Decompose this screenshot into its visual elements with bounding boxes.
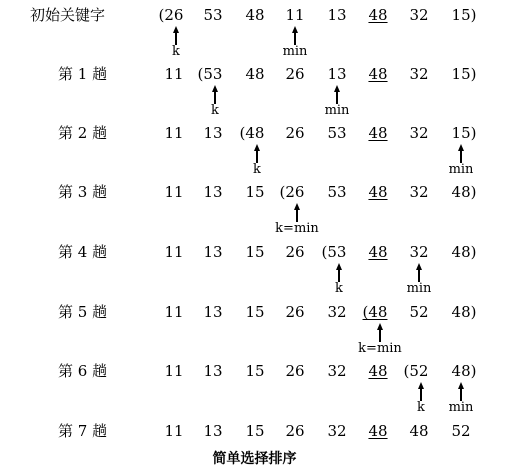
key-cell: 26 xyxy=(285,422,305,440)
key-cell: 11 xyxy=(164,422,184,440)
row-label: 第 7 趟 xyxy=(58,422,108,440)
pointer-label: min xyxy=(282,44,308,59)
key-cell: 26 xyxy=(285,303,305,321)
key-cell: 13 xyxy=(327,65,347,83)
key-cell: 48 xyxy=(368,6,388,24)
key-cell: 32 xyxy=(409,6,429,24)
key-cell: 15 xyxy=(245,422,265,440)
key-cell: 32 xyxy=(327,362,347,380)
pointer-label: min xyxy=(448,400,474,415)
key-cell: (53 xyxy=(197,65,223,83)
key-cell: 48 xyxy=(245,6,265,24)
pointer-label: k=min xyxy=(275,221,319,236)
pointer-label: min xyxy=(448,162,474,177)
key-cell: (48 xyxy=(239,124,265,142)
key-cell: (26 xyxy=(279,183,305,201)
key-cell: 32 xyxy=(409,124,429,142)
key-cell: 48 xyxy=(409,422,429,440)
key-cell: 48 xyxy=(368,243,388,261)
key-cell: 13 xyxy=(327,6,347,24)
key-cell: 32 xyxy=(327,303,347,321)
key-cell: 52 xyxy=(451,422,471,440)
key-cell: (52 xyxy=(403,362,429,380)
key-cell: 48 xyxy=(368,65,388,83)
key-cell: 48 xyxy=(368,422,388,440)
key-cell: 15 xyxy=(245,183,265,201)
key-cell: 26 xyxy=(285,124,305,142)
key-cell: 13 xyxy=(203,303,223,321)
key-cell: 48) xyxy=(451,243,477,261)
key-cell: 48 xyxy=(368,124,388,142)
pointer-label: k xyxy=(335,281,343,296)
key-cell: 48) xyxy=(451,362,477,380)
key-cell: 32 xyxy=(409,65,429,83)
key-cell: 32 xyxy=(327,422,347,440)
key-cell: (53 xyxy=(321,243,347,261)
key-cell: 11 xyxy=(164,124,184,142)
row-label: 第 6 趟 xyxy=(58,362,108,380)
pointer-label: k xyxy=(211,103,219,118)
key-cell: 15) xyxy=(451,124,477,142)
key-cell: 48 xyxy=(245,65,265,83)
key-cell: (26 xyxy=(158,6,184,24)
diagram-caption: 简单选择排序 xyxy=(212,451,297,467)
key-cell: 48 xyxy=(368,183,388,201)
row-label: 第 1 趟 xyxy=(58,65,108,83)
key-cell: 11 xyxy=(164,65,184,83)
key-cell: 13 xyxy=(203,362,223,380)
key-cell: 53 xyxy=(203,6,223,24)
row-label: 初始关键字 xyxy=(30,6,106,24)
key-cell: 15) xyxy=(451,65,477,83)
key-cell: 11 xyxy=(164,243,184,261)
key-cell: 11 xyxy=(164,183,184,201)
key-cell: 48) xyxy=(451,183,477,201)
row-label: 第 5 趟 xyxy=(58,303,108,321)
key-cell: 53 xyxy=(327,124,347,142)
key-cell: 15 xyxy=(245,243,265,261)
key-cell: 52 xyxy=(409,303,429,321)
row-label: 第 2 趟 xyxy=(58,124,108,142)
row-label: 第 3 趟 xyxy=(58,183,108,201)
key-cell: 15) xyxy=(451,6,477,24)
key-cell: 11 xyxy=(164,362,184,380)
key-cell: 13 xyxy=(203,183,223,201)
key-cell: 15 xyxy=(245,303,265,321)
pointer-label: k xyxy=(417,400,425,415)
pointer-label: min xyxy=(324,103,350,118)
key-cell: 26 xyxy=(285,362,305,380)
pointer-label: k xyxy=(172,44,180,59)
key-cell: 15 xyxy=(245,362,265,380)
key-cell: 11 xyxy=(164,303,184,321)
row-label: 第 4 趟 xyxy=(58,243,108,261)
key-cell: 13 xyxy=(203,422,223,440)
key-cell: 13 xyxy=(203,124,223,142)
pointer-label: min xyxy=(406,281,432,296)
key-cell: 32 xyxy=(409,243,429,261)
key-cell: 26 xyxy=(285,65,305,83)
key-cell: (48 xyxy=(362,303,388,321)
key-cell: 48) xyxy=(451,303,477,321)
key-cell: 13 xyxy=(203,243,223,261)
pointer-label: k xyxy=(253,162,261,177)
key-cell: 48 xyxy=(368,362,388,380)
pointer-label: k=min xyxy=(358,341,402,356)
key-cell: 53 xyxy=(327,183,347,201)
key-cell: 11 xyxy=(285,6,305,24)
key-cell: 32 xyxy=(409,183,429,201)
key-cell: 26 xyxy=(285,243,305,261)
